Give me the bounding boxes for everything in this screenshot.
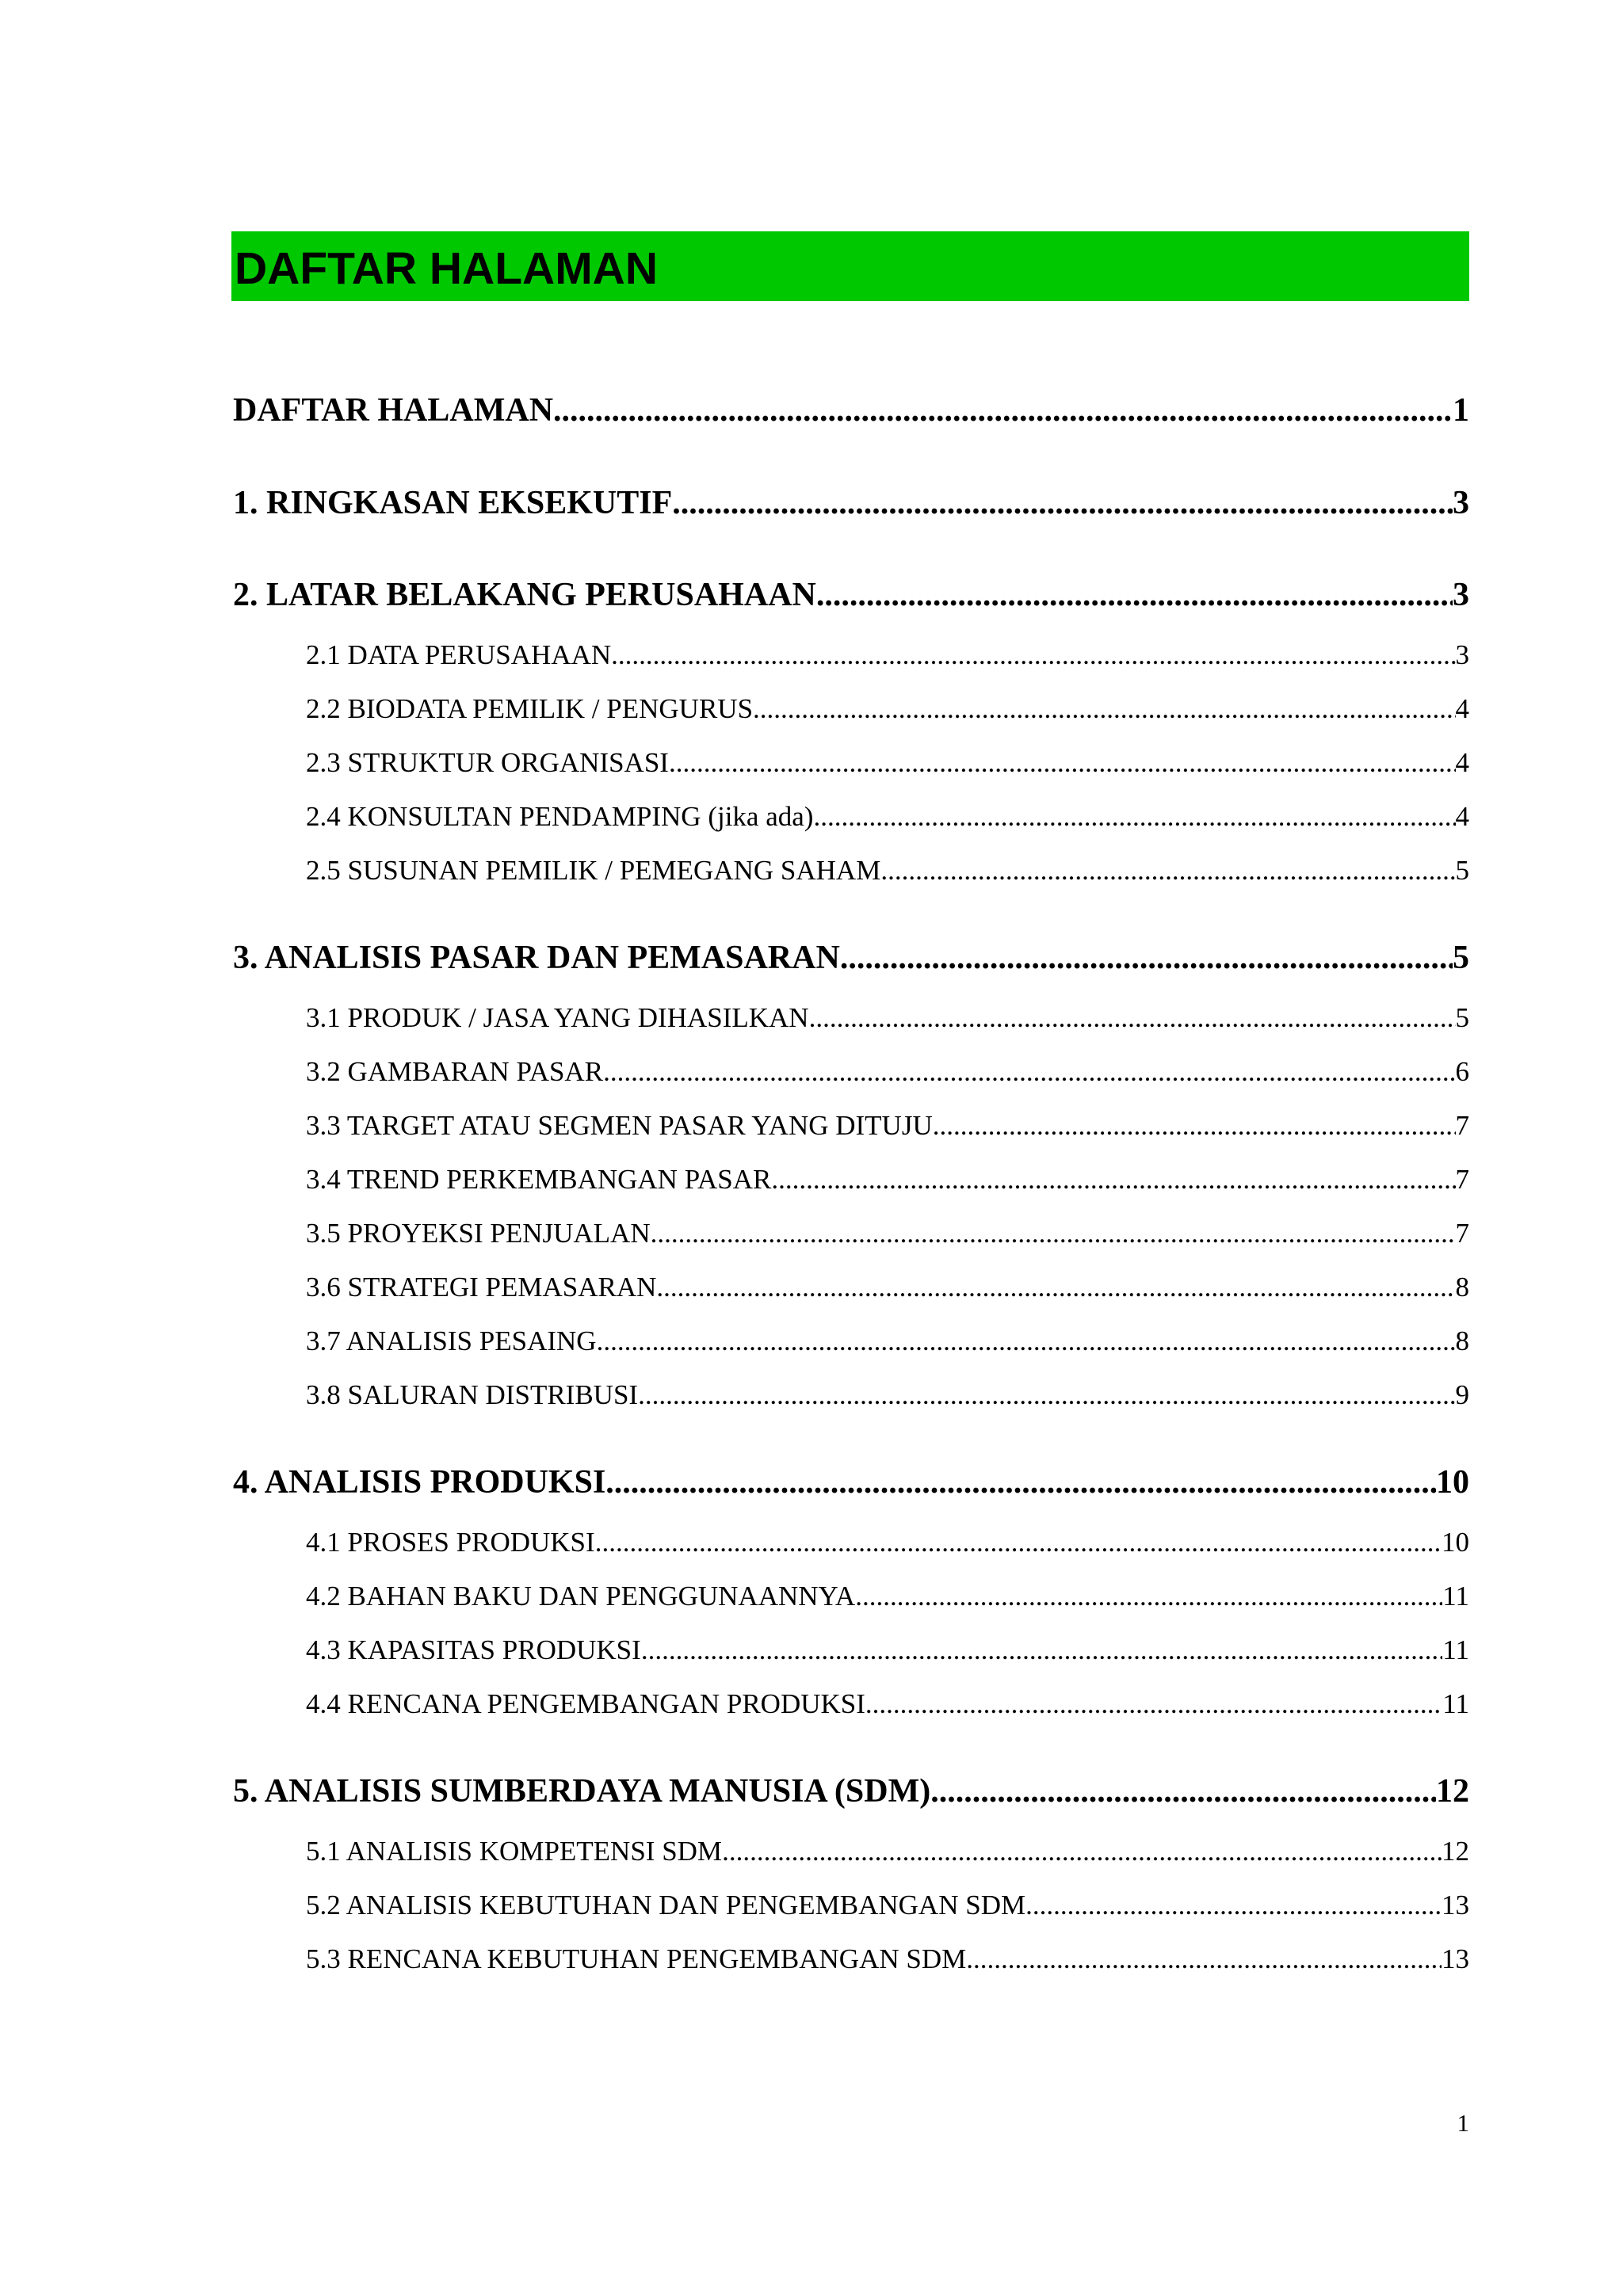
- toc-subentry[interactable]: [306, 1002, 1469, 1040]
- toc-subentry[interactable]: [306, 1688, 1469, 1726]
- toc-subentry-page: 13: [1442, 1890, 1469, 1920]
- toc-leader-dots: [813, 801, 1455, 833]
- toc-entry[interactable]: [233, 939, 1469, 986]
- toc-leader-dots: [597, 1325, 1456, 1357]
- toc-entry-page: 10: [1436, 1464, 1469, 1501]
- toc-subentry-page: 4: [1455, 801, 1469, 832]
- toc-subentry[interactable]: [306, 1272, 1469, 1310]
- toc-subentry-label: 4.2 BAHAN BAKU DAN PENGGUNAANNYA: [306, 1581, 856, 1611]
- toc-subentry-page: 9: [1455, 1379, 1469, 1410]
- toc-leader-dots: [816, 576, 1453, 614]
- toc-leader-dots: [930, 1772, 1436, 1810]
- toc-subentry[interactable]: [306, 747, 1469, 785]
- toc-subentry-label: 3.6 STRATEGI PEMASARAN: [306, 1272, 657, 1302]
- toc-leader-dots: [855, 1581, 1442, 1612]
- toc-subentry-page: 4: [1455, 747, 1469, 778]
- toc-subentry-label: 4.4 RENCANA PENGEMBANGAN PRODUKSI: [306, 1688, 865, 1719]
- toc-subentry[interactable]: [306, 693, 1469, 731]
- toc-subentry-label: 3.5 PROYEKSI PENJUALAN: [306, 1218, 651, 1249]
- toc-subentry-label: 5.2 ANALISIS KEBUTUHAN DAN PENGEMBANGAN SDM: [306, 1890, 1026, 1920]
- toc-subentry[interactable]: [306, 1164, 1469, 1202]
- toc-subentry[interactable]: [306, 855, 1469, 893]
- toc-leader-dots: [753, 693, 1455, 725]
- toc-subentry-label: 3.8 SALURAN DISTRIBUSI: [306, 1379, 639, 1410]
- toc-subentry-page: 3: [1455, 639, 1469, 670]
- toc-leader-dots: [603, 1056, 1455, 1088]
- toc-leader-dots: [672, 484, 1453, 522]
- toc-subentry[interactable]: [306, 1943, 1469, 1981]
- toc-entry-label: 5. ANALISIS SUMBERDAYA MANUSIA (SDM): [233, 1773, 931, 1810]
- page-number: 1: [1457, 2109, 1469, 2137]
- toc-subentry-page: 8: [1455, 1325, 1469, 1356]
- toc-subentry-page: 11: [1442, 1688, 1469, 1719]
- toc-entry-page: 12: [1436, 1773, 1469, 1810]
- toc-subentry-label: 3.2 GAMBARAN PASAR: [306, 1056, 604, 1087]
- toc-leader-dots: [809, 1002, 1456, 1034]
- toc-subentry[interactable]: [306, 1836, 1469, 1874]
- toc-subentry[interactable]: [306, 1581, 1469, 1619]
- toc-subentry-label: 5.1 ANALISIS KOMPETENSI SDM: [306, 1836, 723, 1867]
- toc-subentry-page: 12: [1442, 1836, 1469, 1867]
- toc-entry-label: 3. ANALISIS PASAR DAN PEMASARAN: [233, 940, 840, 976]
- toc-subentry-page: 13: [1442, 1943, 1469, 1974]
- toc-entry-page: 5: [1453, 940, 1469, 976]
- toc-entry-label: 2. LATAR BELAKANG PERUSAHAAN: [233, 577, 816, 613]
- toc-leader-dots: [553, 391, 1453, 429]
- toc-leader-dots: [651, 1218, 1456, 1249]
- toc-subentry-label: 2.1 DATA PERUSAHAAN: [306, 639, 612, 670]
- toc-subentry-page: 4: [1455, 693, 1469, 724]
- toc-leader-dots: [638, 1379, 1455, 1411]
- toc-subentry-page: 5: [1455, 1002, 1469, 1033]
- toc-subentry[interactable]: [306, 1379, 1469, 1417]
- toc-leader-dots: [722, 1836, 1442, 1867]
- toc-subentry-label: 4.1 PROSES PRODUKSI: [306, 1527, 595, 1558]
- toc-subentry-page: 11: [1442, 1581, 1469, 1611]
- toc-subentry-page: 6: [1455, 1056, 1469, 1087]
- toc-entry[interactable]: [233, 484, 1469, 532]
- toc-subentry-page: 7: [1455, 1218, 1469, 1249]
- toc-leader-dots: [669, 747, 1456, 779]
- toc-entry[interactable]: [233, 1463, 1469, 1511]
- toc-subentry[interactable]: [306, 1218, 1469, 1256]
- toc-entry-label: 1. RINGKASAN EKSEKUTIF: [233, 485, 673, 521]
- toc-subentry-page: 8: [1455, 1272, 1469, 1302]
- toc-leader-dots: [1025, 1890, 1442, 1921]
- toc-entry[interactable]: [233, 391, 1469, 439]
- toc-subentry-page: 7: [1455, 1110, 1469, 1141]
- toc-leader-dots: [966, 1943, 1442, 1975]
- toc-entry[interactable]: [233, 1772, 1469, 1820]
- toc-subentry[interactable]: [306, 1527, 1469, 1565]
- toc-entry-label: DAFTAR HALAMAN: [233, 392, 554, 429]
- toc-subentry[interactable]: [306, 1110, 1469, 1148]
- toc-leader-dots: [840, 939, 1453, 977]
- toc-subentry-label: 2.2 BIODATA PEMILIK / PENGURUS: [306, 693, 754, 724]
- toc-subentry-label: 3.3 TARGET ATAU SEGMEN PASAR YANG DITUJU: [306, 1110, 933, 1141]
- toc-subentry-page: 11: [1442, 1634, 1469, 1665]
- toc-subentry-label: 3.7 ANALISIS PESAING: [306, 1325, 597, 1356]
- toc-subentry-label: 3.1 PRODUK / JASA YANG DIHASILKAN: [306, 1002, 809, 1033]
- toc-entry-label: 4. ANALISIS PRODUKSI: [233, 1464, 606, 1501]
- toc-subentry-label: 2.3 STRUKTUR ORGANISASI: [306, 747, 669, 778]
- toc-subentry[interactable]: [306, 639, 1469, 677]
- toc-leader-dots: [656, 1272, 1455, 1303]
- toc-subentry-label: 3.4 TREND PERKEMBANGAN PASAR: [306, 1164, 772, 1195]
- toc-leader-dots: [933, 1110, 1456, 1142]
- toc-entry-page: 3: [1453, 577, 1469, 613]
- toc-leader-dots: [641, 1634, 1442, 1666]
- toc-subentry-label: 4.3 KAPASITAS PRODUKSI: [306, 1634, 641, 1665]
- toc-subentry[interactable]: [306, 1634, 1469, 1672]
- toc-subentry-label: 2.5 SUSUNAN PEMILIK / PEMEGANG SAHAM: [306, 855, 881, 886]
- toc-leader-dots: [880, 855, 1455, 887]
- toc-leader-dots: [865, 1688, 1442, 1720]
- toc-subentry[interactable]: [306, 1056, 1469, 1094]
- toc-subentry-page: 10: [1442, 1527, 1469, 1558]
- toc-leader-dots: [771, 1164, 1455, 1196]
- toc-subentry[interactable]: [306, 1325, 1469, 1363]
- toc-entry-page: 1: [1453, 392, 1469, 429]
- toc-subentry-label: 5.3 RENCANA KEBUTUHAN PENGEMBANGAN SDM: [306, 1943, 967, 1974]
- page-title: DAFTAR HALAMAN: [235, 243, 659, 294]
- toc-leader-dots: [595, 1527, 1442, 1558]
- title-bar: [231, 231, 1469, 301]
- toc-subentry-page: 5: [1455, 855, 1469, 886]
- toc-subentry-label: 2.4 KONSULTAN PENDAMPING (jika ada): [306, 801, 814, 832]
- toc-entry-page: 3: [1453, 485, 1469, 521]
- toc-leader-dots: [611, 639, 1455, 671]
- toc-subentry[interactable]: [306, 1890, 1469, 1928]
- toc-entry[interactable]: [233, 576, 1469, 624]
- toc-subentry-page: 7: [1455, 1164, 1469, 1195]
- toc-leader-dots: [605, 1463, 1436, 1501]
- toc-subentry[interactable]: [306, 801, 1469, 839]
